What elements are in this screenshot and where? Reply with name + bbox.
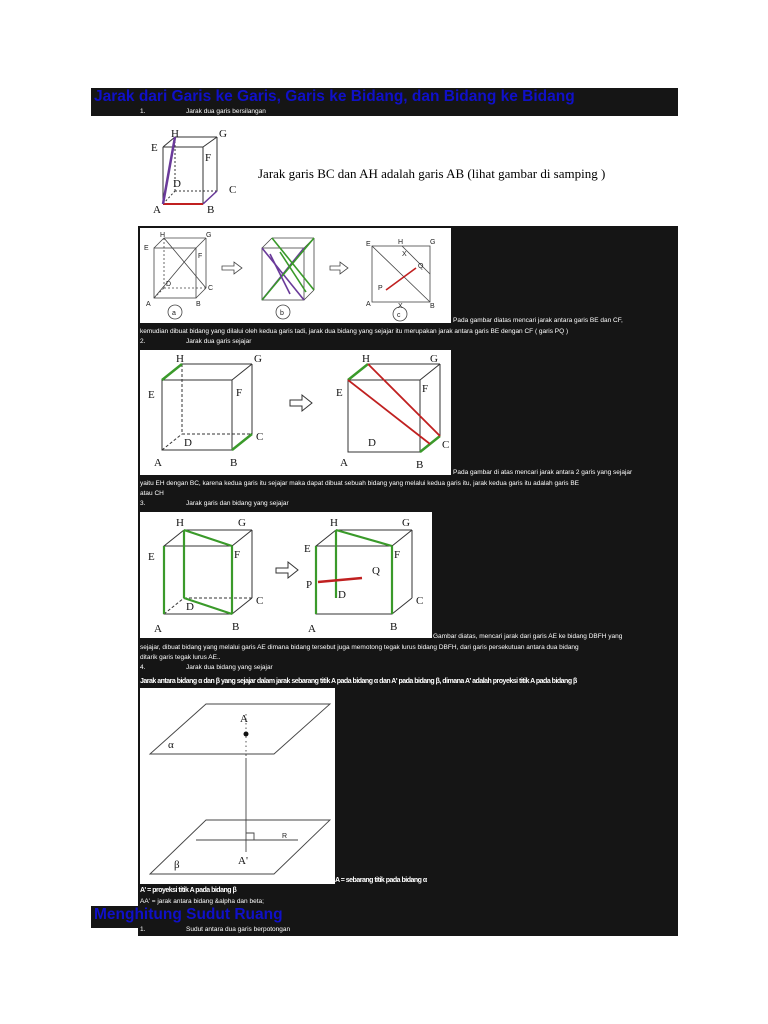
- paragraph-line: Pada gambar diatas mencari jarak antara garis BE dan CF,: [453, 317, 623, 324]
- list-label: Sudut antara dua garis berpotongan: [186, 926, 291, 933]
- vertex-label: A: [153, 204, 161, 216]
- vertex-label: E: [304, 543, 311, 555]
- paragraph-bold: Jarak antara bidang α dan β yang sejajar dalam jarak sebarang titik A pada bidang α dan A' pada bidang β, dimana A' adalah proyeksi titik A pada bidang β: [140, 678, 577, 685]
- figure-parallel-planes: [140, 688, 335, 884]
- paragraph-line: ditarik garis tegak lurus AE..: [140, 654, 221, 661]
- list-number: 4.: [140, 664, 146, 671]
- plane-label: α: [168, 739, 174, 751]
- list-label: Jarak dua bidang yang sejajar: [186, 664, 273, 671]
- list-label: Jarak garis dan bidang yang sejajar: [186, 500, 289, 507]
- figure-sub-label: a: [172, 310, 176, 317]
- vertex-label: H: [171, 129, 179, 140]
- figure-cube-ab: [143, 129, 243, 219]
- vertex-label: E: [148, 389, 155, 401]
- vertex-label: H: [176, 517, 184, 529]
- point-label: P: [306, 579, 313, 591]
- section-title: Jarak dari Garis ke Garis, Garis ke Bidang, dan Bidang ke Bidang: [94, 88, 575, 105]
- vertex-label: C: [229, 184, 237, 196]
- plane-label: β: [174, 859, 180, 871]
- point-label: P: [378, 285, 383, 292]
- list-number: 3.: [140, 500, 146, 507]
- vertex-label: A: [308, 623, 316, 635]
- vertex-label: A: [154, 623, 162, 635]
- figure-cube-eh-bc: [140, 350, 451, 475]
- line-label: R: [282, 833, 288, 840]
- vertex-label: F: [236, 387, 243, 399]
- section-title: Menghitung Sudut Ruang: [94, 906, 283, 923]
- note-line: A = sebarang titik pada bidang α: [335, 877, 427, 884]
- vertex-label: E: [148, 551, 155, 563]
- point-label: A': [238, 855, 248, 867]
- vertex-label: F: [394, 549, 401, 561]
- point-label: X: [398, 303, 403, 310]
- vertex-label: G: [238, 517, 246, 529]
- vertex-label: C: [416, 595, 424, 607]
- vertex-label: F: [198, 253, 203, 260]
- vertex-label: G: [206, 232, 212, 239]
- vertex-label: B: [196, 301, 201, 308]
- vertex-label: G: [402, 517, 410, 529]
- vertex-label: D: [338, 589, 346, 601]
- vertex-label: C: [256, 595, 264, 607]
- vertex-label: E: [144, 245, 149, 252]
- vertex-label: H: [160, 232, 166, 239]
- note-line: AA' = jarak antara bidang &alpha dan beta;: [140, 898, 264, 905]
- list-label: Jarak dua garis bersilangan: [186, 108, 266, 115]
- vertex-label: D: [184, 437, 192, 449]
- vertex-label: B: [430, 303, 435, 310]
- point-label: A: [240, 713, 248, 725]
- vertex-label: H: [398, 239, 404, 246]
- vertex-label: D: [166, 281, 172, 288]
- list-number: 1.: [140, 926, 146, 933]
- figure-cube-be-cf: [140, 228, 451, 323]
- list-label: Jarak dua garis sejajar: [186, 338, 252, 345]
- note-line: A' = proyeksi titik A pada bidang β: [140, 887, 237, 894]
- list-number: 2.: [140, 338, 146, 345]
- paragraph-line: atau CH: [140, 490, 164, 497]
- figure-cube-ae-dbfh: [140, 512, 432, 638]
- vertex-label: A: [154, 457, 162, 469]
- vertex-label: B: [390, 621, 398, 633]
- vertex-label: G: [219, 129, 227, 140]
- vertex-label: B: [207, 204, 215, 216]
- vertex-label: B: [230, 457, 238, 469]
- paragraph-line: yaitu EH dengan BC, karena kedua garis itu sejajar maka dapat dibuat sebuah bidang yang melalui kedua garis itu, jarak kedua garis itu adalah garis BE: [140, 480, 580, 487]
- vertex-label: C: [256, 431, 264, 443]
- vertex-label: G: [254, 353, 262, 365]
- vertex-label: C: [442, 439, 450, 451]
- vertex-label: A: [340, 457, 348, 469]
- vertex-label: E: [366, 241, 371, 248]
- figure-sub-label: c: [397, 312, 401, 319]
- vertex-label: H: [330, 517, 338, 529]
- vertex-label: A: [366, 301, 371, 308]
- point-label: Q: [418, 263, 424, 270]
- vertex-label: A: [146, 301, 151, 308]
- list-number: 1.: [140, 108, 146, 115]
- point-label: X: [402, 251, 407, 258]
- vertex-label: H: [362, 353, 370, 365]
- paragraph-line: Gambar diatas, mencari jarak dari garis AE ke bidang DBFH yang: [433, 633, 623, 640]
- vertex-label: H: [176, 353, 184, 365]
- vertex-label: F: [205, 152, 212, 164]
- vertex-label: C: [208, 285, 214, 292]
- paragraph-line: kemudian dibuat bidang yang dilalui oleh kedua garis tadi, jarak dua bidang yang sejajar itu merupakan jarak antara garis BE dengan CF ( garis PQ ): [140, 328, 569, 335]
- vertex-label: E: [151, 142, 158, 154]
- vertex-label: F: [422, 383, 429, 395]
- figure-sub-label: b: [280, 310, 284, 317]
- vertex-label: D: [173, 178, 181, 190]
- vertex-label: G: [430, 239, 436, 246]
- figure-caption: Jarak garis BC dan AH adalah garis AB (lihat gambar di samping ): [258, 166, 606, 181]
- point-label: Q: [372, 565, 380, 577]
- vertex-label: B: [232, 621, 240, 633]
- vertex-label: D: [186, 601, 194, 613]
- vertex-label: B: [416, 459, 424, 471]
- paragraph-line: sejajar, dibuat bidang yang melalui garis AE dimana bidang tersebut juga memotong tegak lurus bidang DBFH, dari garis persekutuan antara dua bidang: [140, 644, 579, 651]
- vertex-label: F: [234, 549, 241, 561]
- vertex-label: E: [336, 387, 343, 399]
- paragraph-line: Pada gambar di atas mencari jarak antara 2 garis yang sejajar: [453, 469, 633, 476]
- vertex-label: D: [368, 437, 376, 449]
- vertex-label: G: [430, 353, 438, 365]
